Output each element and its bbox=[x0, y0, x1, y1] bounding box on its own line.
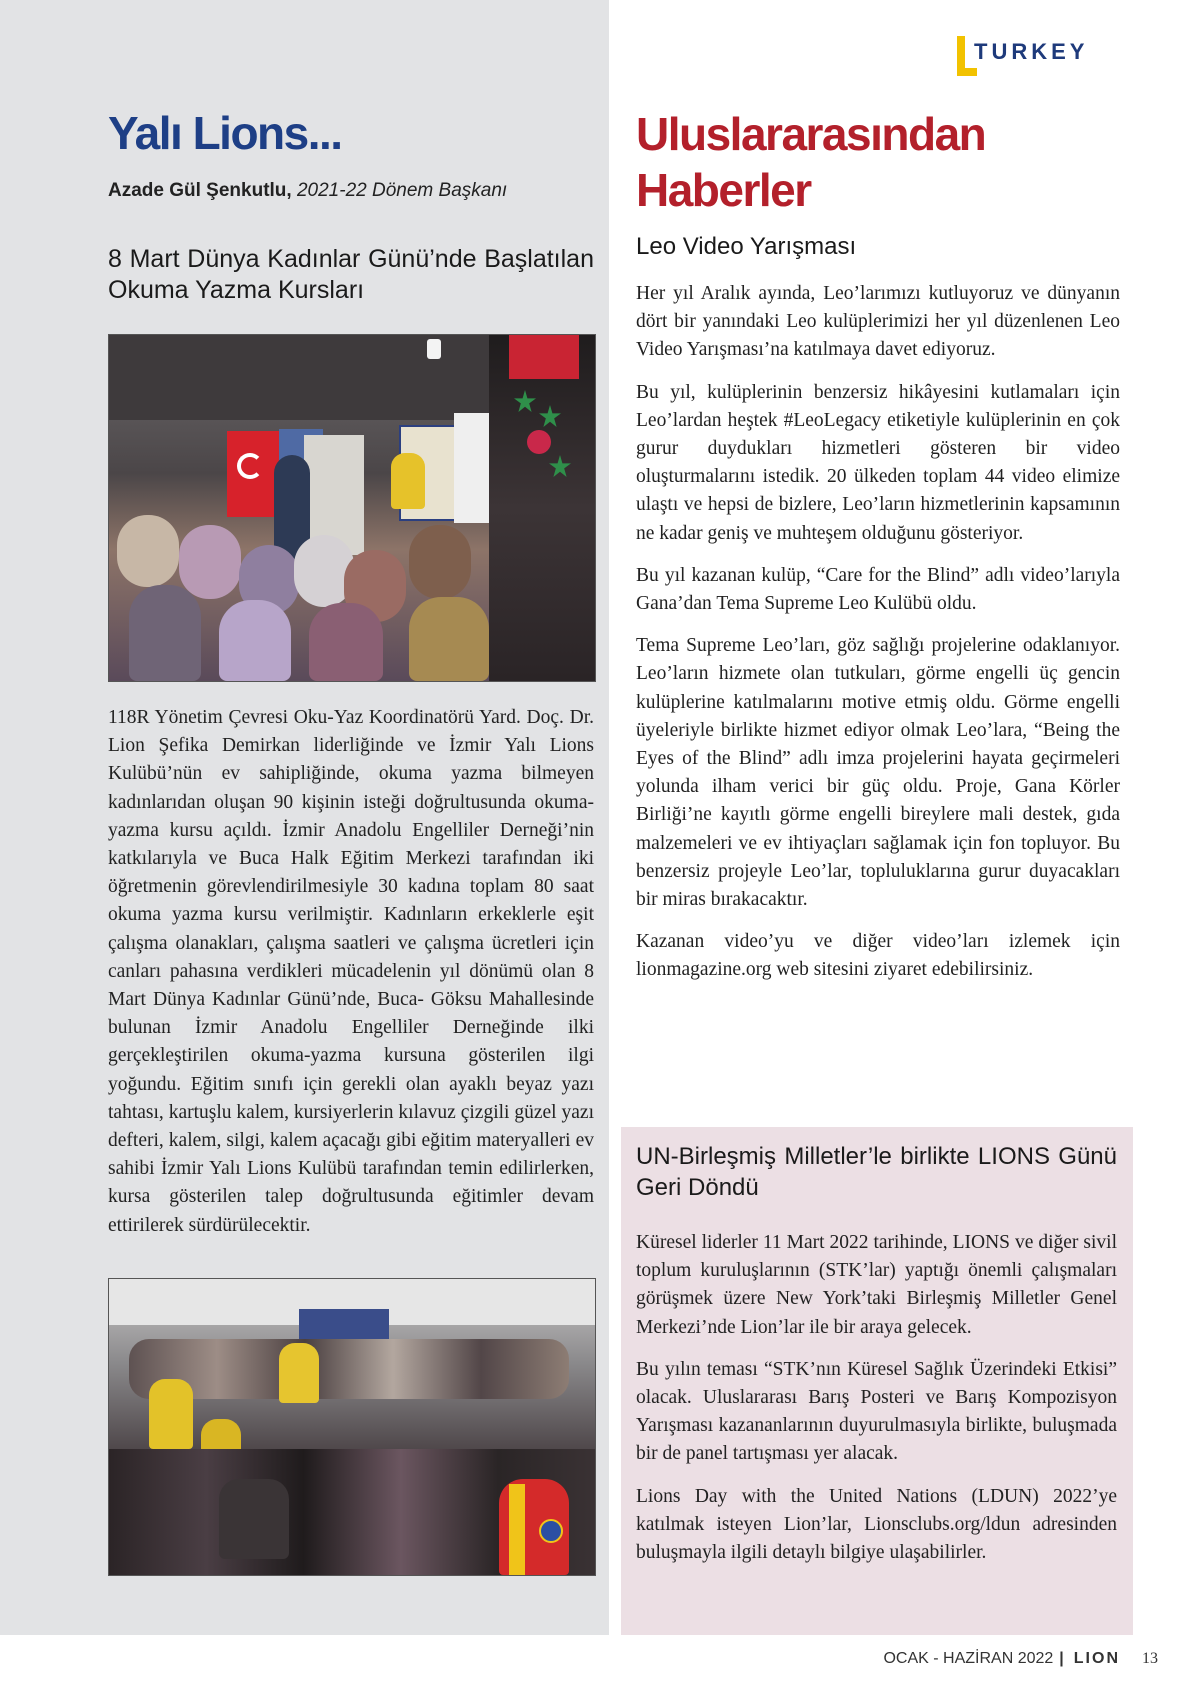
left-subtitle: 8 Mart Dünya Kadınlar Günü’nde Başlatılan Okuma Yazma Kursları bbox=[108, 245, 594, 304]
right-paragraph: Bu yıl kazanan kulüp, “Care for the Blind” adlı video’larıyla Gana’dan Tema Supreme Leo Kulübü oldu. bbox=[636, 564, 1120, 615]
footer-brand: LION bbox=[1073, 1650, 1120, 1667]
box-paragraph: Lions Day with the United Nations (LDUN) 2022’ye katılmak isteyen Lion’lar, Lionsclubs.org/ldun adresinden buluşmayla ilgili detaylı bilgiye ulaşabilirler. bbox=[636, 1485, 1117, 1564]
left-title: Yalı Lions... bbox=[108, 107, 342, 159]
group-photo bbox=[108, 1278, 596, 1576]
audience-headscarf bbox=[409, 597, 489, 681]
audience-headscarf bbox=[179, 525, 241, 599]
logo-text: TURKEY bbox=[974, 39, 1089, 64]
right-paragraph: Her yıl Aralık ayında, Leo’larımızı kutluyoruz ve dünyanın dört bir yanındaki Leo kulüplerimizi her yıl düzenlenen Leo Video Yarışması’na katılmaya davet ediyoruz. bbox=[636, 283, 1120, 361]
right-paragraph: Tema Supreme Leo’ları, göz sağlığı projelerine odaklanıyor. Leo’ların hizmete olan tutkuları, görme engelli üç gencin kulüplerine katılmalarını motive etmiş oldu. Görme engelli üyeleriyle birlikte hizmet ediyor olmak Leo’lara, “Being the Eyes of the Blind” adlı imza projelerini hayata geçirmeleri yolunda ilham verici bir güç oldu. Proje, Gana Körler Birliği’ne kayıtlı görme engelli bireylere mali destek, gıda malzemeleri ve ev ihtiyaçları sağlamak için fon topluyor. Bu benzersiz projeyle Leo’lar, topluluklarına gurur duyacakları bir miras bırakacaktır. bbox=[636, 635, 1120, 911]
vest-yellow-trim bbox=[509, 1484, 525, 1575]
column-red-sign bbox=[509, 335, 579, 379]
audience-headscarf bbox=[129, 585, 201, 681]
author-name: Azade Gül Şenkutlu, bbox=[108, 180, 292, 201]
right-title-line1: Uluslararasından bbox=[636, 108, 986, 160]
back-row-people bbox=[129, 1339, 569, 1399]
audience-headscarf bbox=[409, 525, 471, 599]
logo-l-mark-base bbox=[957, 68, 977, 76]
left-column bbox=[108, 106, 594, 1576]
audience-headscarf bbox=[309, 603, 383, 681]
right-title-line2: Haberler bbox=[636, 164, 811, 216]
leo-video-subtitle: Leo Video Yarışması bbox=[636, 233, 857, 260]
right-paragraph: Kazanan video’yu ve diğer video’ları izlemek için lionmagazine.org web sitesini ziyaret edebilirsiniz. bbox=[636, 931, 1120, 981]
right-title bbox=[636, 106, 1120, 218]
column-red-flower-icon bbox=[527, 430, 551, 454]
footer-separator: | bbox=[1059, 1650, 1064, 1667]
box-title: UN-Birleşmiş Milletler’le birlikte LIONS Günü Geri Döndü bbox=[636, 1143, 1117, 1201]
lions-emblem-icon bbox=[539, 1519, 563, 1543]
yellow-vest-member bbox=[279, 1343, 319, 1403]
speaker-yellow-vest bbox=[391, 453, 425, 509]
author-role: 2021-22 Dönem Başkanı bbox=[296, 180, 508, 201]
page-number: 13 bbox=[1142, 1650, 1158, 1667]
audience-headscarf bbox=[219, 600, 291, 681]
byline bbox=[108, 180, 594, 202]
page-footer bbox=[883, 1650, 1158, 1668]
box-paragraph: Küresel liderler 11 Mart 2022 tarihinde, LIONS ve diğer sivil toplum kuruluşlarının (STK’lar) yaptığı önemli çalışmaları görüşmek üzere New York’taki Birleşmiş Milletler Genel Merkezi’nde Lion’lar ile bir araya gelecek. bbox=[636, 1232, 1117, 1338]
un-lions-day-box bbox=[621, 1127, 1133, 1635]
right-paragraph: Bu yıl, kulüplerinin benzersiz hikâyesini kutlamaları için Leo’lardan heştek #LeoLegacy etiketiyle kulüplerinin en çok gurur duydukları hizmetleri gösteren bir video oluşturmalarını istedik. 20 ülkeden toplam 44 video elimize ulaştı ve hepsi de bizlere, Leo’ların hizmetlerinin kapsamının ne kadar geniş ve muhteşem olduğunu gösteriyor. bbox=[636, 381, 1120, 544]
whiteboard bbox=[454, 413, 492, 523]
flag-crescent-icon bbox=[237, 453, 263, 479]
decorated-column bbox=[489, 335, 595, 681]
box-paragraph: Bu yılın teması “STK’nın Küresel Sağlık Üzerindeki Etkisi” olacak. Uluslararası Barış Posteri ve Barış Kompozisyon Yarışması kazananlarının duyurulmasıyla birlikte, buluşmada bir de panel tartışması yer alacak. bbox=[636, 1358, 1117, 1465]
classroom-photo bbox=[108, 334, 596, 682]
right-column bbox=[636, 106, 1120, 985]
audience-headscarf bbox=[117, 515, 179, 587]
ceiling-light bbox=[427, 339, 441, 359]
wheelchair-user bbox=[219, 1479, 289, 1559]
left-body-paragraph: 118R Yönetim Çevresi Oku-Yaz Koordinatörü Yard. Doç. Dr. Lion Şefika Demirkan liderliğinde ve İzmir Yalı Lions Kulübü’nün ev sahipliğinde, okuma yazma bilmeyen kadınlarıdan oluşan 90 kişinin isteği doğrultusunda okuma-yazma kursu açıldı. İzmir Anadolu Engelliler Derneği’nin katkılarıyla ve Buca Halk Eğitim Merkezi tarafından iki öğretmenin görevlendirilmesiyle 30 kadına toplam 80 saat okuma yazma kursu verilmiştir. Kadınların erkeklerle eşit çalışma olanakları, çalışma saatleri ve çalışma ücretleri için canları pahasına verdikleri mücadelenin yıl dönümü olan 8 Mart Dünya Kadınlar Günü’nde, Buca- Göksu Mahallesinde bulunan İzmir Anadolu Engelliler Derneğinde ilki gerçekleştirilen okuma-yazma kursuna gösterilen ilgi yoğundu. Eğitim sınıfı için gerekli olan ayaklı beyaz yazı tahtası, kartuşlu kalem, kursiyerlerin kılavuz çizgili güzel yazı defteri, kalem, silgi, kalem açacağı gibi eğitim materyalleri ev sahibi İzmir Yalı Lions Kulübü tarafından temin edilirlerken, kursa gösterilen talep doğrultusunda eğitimler devam ettirilerek sürdürülecektir. bbox=[108, 707, 594, 1236]
box-content bbox=[636, 1141, 1117, 1567]
yellow-vest-member bbox=[149, 1379, 193, 1449]
lion-turkey-logo bbox=[957, 36, 1102, 78]
issue-date: OCAK - HAZİRAN 2022 bbox=[883, 1650, 1054, 1667]
